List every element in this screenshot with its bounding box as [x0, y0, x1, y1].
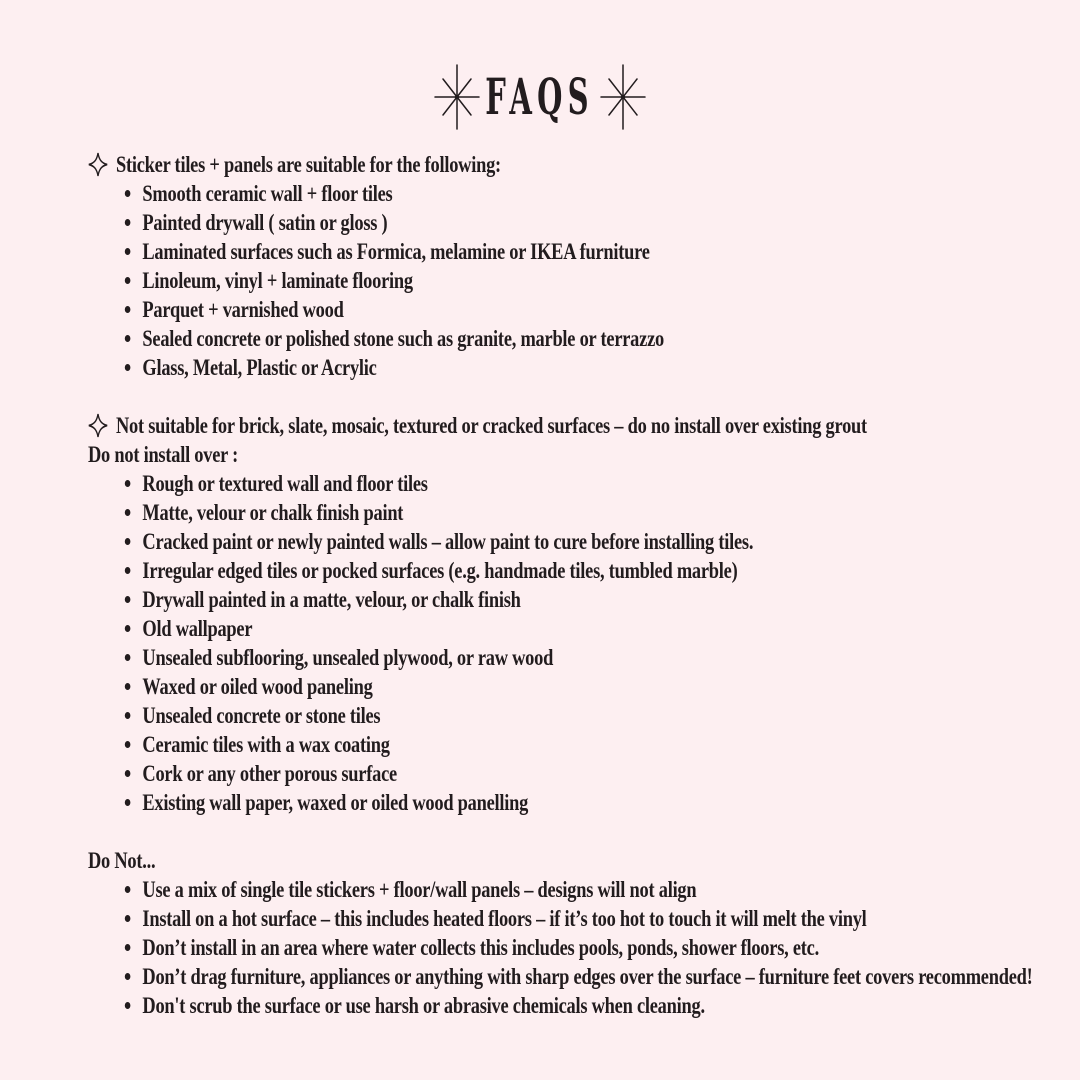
bullet-icon	[122, 469, 143, 487]
diamond-icon	[88, 413, 108, 438]
list-item-text: Painted drywall ( satin or gloss )	[142, 210, 388, 235]
list-item	[122, 759, 1069, 788]
list-item	[122, 614, 1069, 643]
section-header-text: Not suitable for brick, slate, mosaic, textured or cracked surfaces – do no install over existing grout	[116, 413, 867, 438]
bullet-icon	[122, 759, 143, 777]
bullet-icon	[122, 324, 143, 342]
faq-section	[88, 411, 1069, 817]
bullet-icon	[122, 875, 143, 893]
list-item	[122, 701, 1069, 730]
bullet-icon	[122, 585, 143, 603]
list-item	[122, 991, 1069, 1020]
bullet-icon	[122, 498, 143, 516]
list-item-text: Cork or any other porous surface	[142, 761, 397, 786]
bullet-icon	[122, 527, 143, 545]
list-item	[122, 469, 1069, 498]
list-item-text: Waxed or oiled wood paneling	[142, 674, 373, 699]
section-item-list	[88, 469, 1069, 817]
list-item	[122, 208, 1069, 237]
list-item	[122, 672, 1069, 701]
list-item-text: Parquet + varnished wood	[142, 297, 344, 322]
page-header	[0, 0, 1080, 138]
list-item-text: Rough or textured wall and floor tiles	[142, 471, 428, 496]
list-item	[122, 730, 1069, 759]
sparkle-icon	[434, 63, 480, 131]
bullet-icon	[122, 353, 143, 371]
section-header-text: Do Not...	[88, 848, 156, 873]
bullet-icon	[122, 991, 143, 1009]
list-item	[122, 295, 1069, 324]
list-item	[122, 498, 1069, 527]
list-item-text: Don’t drag furniture, appliances or anything with sharp edges over the surface – furniture feet covers recommended!	[142, 964, 1033, 989]
bullet-icon	[122, 614, 143, 632]
diamond-icon	[88, 152, 108, 177]
list-item	[122, 237, 1069, 266]
list-item	[122, 904, 1069, 933]
list-item-text: Drywall painted in a matte, velour, or chalk finish	[142, 587, 521, 612]
bullet-icon	[122, 701, 143, 719]
list-item	[122, 875, 1069, 904]
section-subheader: Do not install over :	[88, 442, 238, 467]
list-item-text: Don't scrub the surface or use harsh or abrasive chemicals when cleaning.	[142, 993, 705, 1018]
list-item	[122, 643, 1069, 672]
faq-section	[88, 150, 1069, 382]
bullet-icon	[122, 788, 143, 806]
bullet-icon	[122, 556, 143, 574]
list-item	[122, 266, 1069, 295]
list-item-text: Unsealed subflooring, unsealed plywood, or raw wood	[142, 645, 554, 670]
bullet-icon	[122, 933, 143, 951]
list-item-text: Don’t install in an area where water collects this includes pools, ponds, shower floors, etc.	[142, 935, 819, 960]
list-item	[122, 353, 1069, 382]
list-item-text: Matte, velour or chalk finish paint	[142, 500, 404, 525]
list-item-text: Irregular edged tiles or pocked surfaces (e.g. handmade tiles, tumbled marble)	[142, 558, 738, 583]
list-item-text: Existing wall paper, waxed or oiled wood panelling	[142, 790, 529, 815]
list-item-text: Sealed concrete or polished stone such as granite, marble or terrazzo	[142, 326, 664, 351]
bullet-icon	[122, 179, 143, 197]
list-item-text: Glass, Metal, Plastic or Acrylic	[142, 355, 377, 380]
bullet-icon	[122, 672, 143, 690]
list-item-text: Ceramic tiles with a wax coating	[142, 732, 390, 757]
faq-section	[88, 846, 1069, 1020]
list-item	[122, 788, 1069, 817]
list-item	[122, 962, 1069, 991]
list-item	[122, 933, 1069, 962]
section-header	[88, 411, 1069, 440]
section-header-text: Sticker tiles + panels are suitable for the following:	[116, 152, 501, 177]
list-item-text: Linoleum, vinyl + laminate flooring	[142, 268, 413, 293]
bullet-icon	[122, 962, 143, 980]
section-item-list	[88, 875, 1069, 1020]
list-item-text: Use a mix of single tile stickers + floor/wall panels – designs will not align	[142, 877, 697, 902]
list-item-text: Install on a hot surface – this includes heated floors – if it’s too hot to touch it will melt the vinyl	[142, 906, 867, 931]
bullet-icon	[122, 904, 143, 922]
bullet-icon	[122, 266, 143, 284]
list-item	[122, 527, 1069, 556]
list-item-text: Smooth ceramic wall + floor tiles	[142, 181, 393, 206]
bullet-icon	[122, 237, 143, 255]
bullet-icon	[122, 208, 143, 226]
sparkle-icon	[600, 63, 646, 131]
section-header	[88, 150, 1069, 179]
bullet-icon	[122, 730, 143, 748]
section-item-list	[88, 179, 1069, 382]
page-title: FAQS	[485, 67, 595, 126]
faq-content	[0, 150, 1080, 1020]
list-item	[122, 556, 1069, 585]
bullet-icon	[122, 643, 143, 661]
list-item	[122, 585, 1069, 614]
list-item-text: Old wallpaper	[142, 616, 253, 641]
list-item-text: Laminated surfaces such as Formica, melamine or IKEA furniture	[142, 239, 650, 264]
list-item	[122, 324, 1069, 353]
section-header	[88, 846, 1069, 875]
list-item	[122, 179, 1069, 208]
list-item-text: Unsealed concrete or stone tiles	[142, 703, 381, 728]
list-item-text: Cracked paint or newly painted walls – allow paint to cure before installing tiles.	[142, 529, 754, 554]
bullet-icon	[122, 295, 143, 313]
